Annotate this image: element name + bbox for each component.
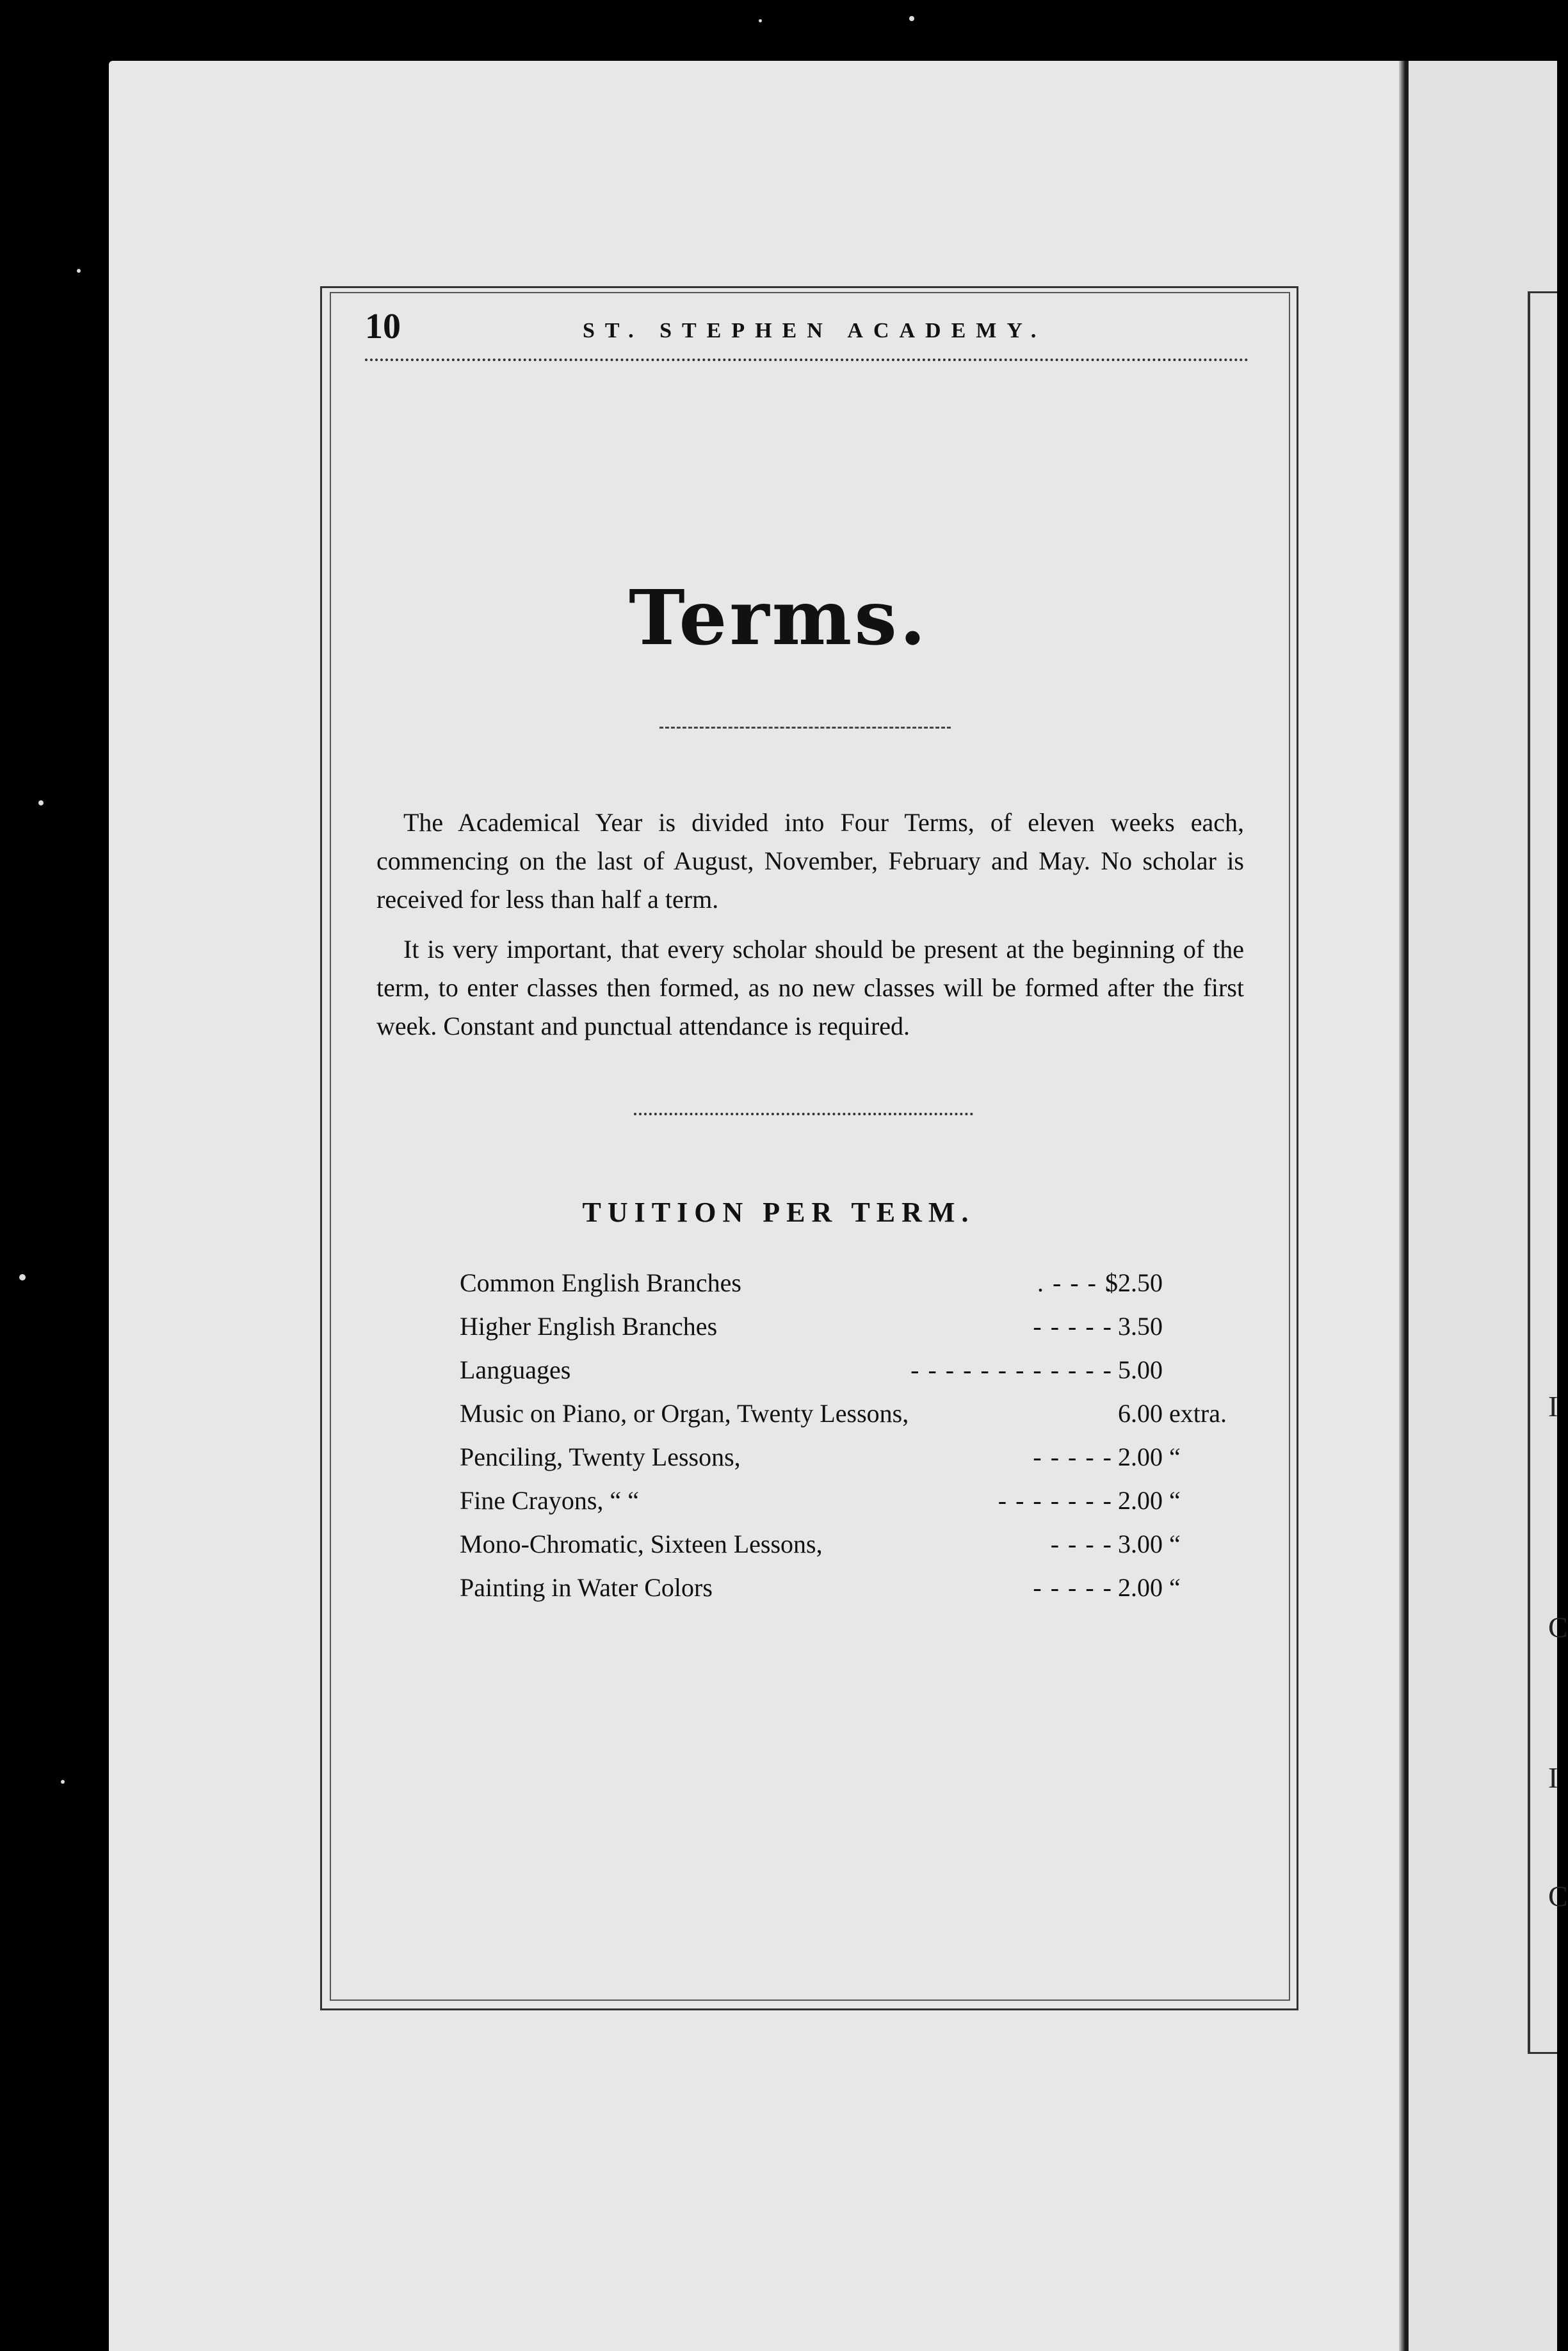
tuition-row [460, 1442, 1247, 1485]
intro-text [376, 804, 1244, 1057]
leader-dots: - - - - - [1033, 1573, 1113, 1602]
tuition-note: “ [1169, 1530, 1181, 1558]
tuition-row [460, 1355, 1247, 1398]
tuition-item: Languages [460, 1355, 571, 1384]
leader-dots: - - - - - [1033, 1312, 1113, 1341]
tuition-note: “ [1169, 1573, 1181, 1602]
tuition-item: Mono-Chromatic, Sixteen Lessons, [460, 1530, 823, 1558]
tuition-row [460, 1311, 1247, 1355]
adjacent-frame-top [1528, 291, 1557, 293]
header-rule [365, 359, 1249, 361]
tuition-item: Fine Crayons, “ “ [460, 1486, 639, 1515]
tuition-item: Penciling, Twenty Lessons, [460, 1442, 741, 1471]
tuition-note: “ [1169, 1442, 1181, 1471]
tuition-item: Common English Branches [460, 1268, 741, 1297]
tuition-price: 2.00 [1118, 1486, 1163, 1515]
running-title: ST. STEPHEN ACADEMY. [583, 319, 1047, 343]
tuition-price: 2.00 [1118, 1442, 1163, 1471]
paragraph: The Academical Year is divided into Four Terms, of eleven weeks each, commencing on the last of August, November, February and May. No scholar is received for less than half a term. [376, 808, 1244, 914]
tuition-item: Music on Piano, or Organ, Twenty Lessons, [460, 1399, 909, 1428]
adjacent-letter: C [1548, 1880, 1568, 1912]
section-divider [634, 1113, 973, 1115]
leader-dots: - - - - - - - - - - - - [910, 1355, 1113, 1384]
tuition-price: 2.00 [1118, 1573, 1163, 1602]
section-heading: Terms. [629, 573, 928, 662]
leader-dots: - - - - - [1033, 1442, 1113, 1471]
page-frame-inner [330, 292, 1290, 2001]
tuition-title: TUITION PER TERM. [582, 1197, 975, 1228]
tuition-row [460, 1529, 1247, 1572]
tuition-price: 3.00 [1118, 1530, 1163, 1558]
tuition-note: extra. [1169, 1399, 1227, 1428]
adjacent-frame-line [1528, 291, 1530, 2052]
tuition-price: 3.50 [1118, 1312, 1163, 1341]
page-number: 10 [365, 307, 401, 346]
tuition-item: Painting in Water Colors [460, 1573, 713, 1602]
leader-dots: - - - - - - - [998, 1486, 1113, 1515]
tuition-row [460, 1572, 1247, 1616]
adjacent-letter: I [1548, 1390, 1558, 1423]
adjacent-letter: C [1548, 1611, 1568, 1644]
tuition-row [460, 1268, 1247, 1311]
tuition-note: “ [1169, 1486, 1181, 1515]
paragraph: It is very important, that every scholar should be present at the beginning of the term, to enter classes then formed, as no new classes will be formed after the first week. Constant and punctual attendance is required. [376, 935, 1244, 1040]
tuition-row [460, 1485, 1247, 1529]
adjacent-letter: I [1548, 1761, 1558, 1794]
leader-dots: . - - - . [1037, 1268, 1113, 1297]
tuition-row [460, 1398, 1247, 1442]
heading-rule [659, 727, 951, 729]
tuition-price: 6.00 [1118, 1399, 1163, 1428]
tuition-item: Higher English Branches [460, 1312, 718, 1341]
adjacent-frame-bottom [1528, 2052, 1557, 2054]
page-header [365, 306, 1249, 364]
leader-dots: - - - - [1050, 1530, 1113, 1558]
page-frame [320, 286, 1298, 2010]
tuition-price: 5.00 [1118, 1355, 1163, 1384]
tuition-table [460, 1268, 1247, 1616]
tuition-price: $2.50 [1105, 1268, 1163, 1297]
